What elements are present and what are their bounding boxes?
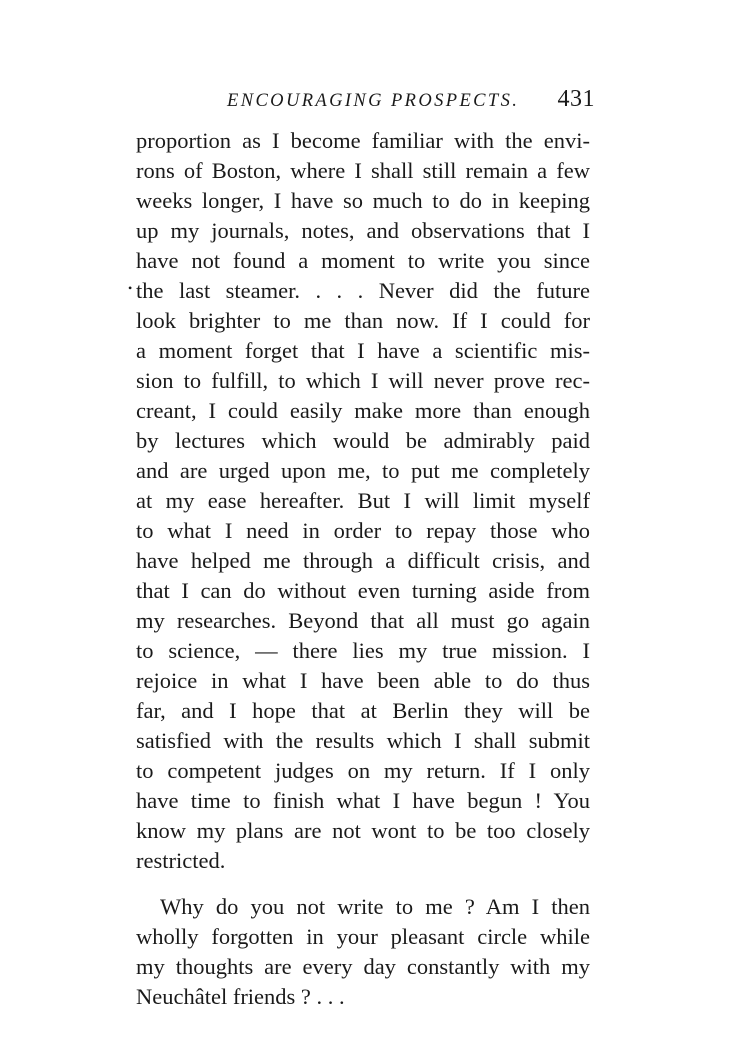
body-text <box>136 126 590 1012</box>
running-head <box>135 88 595 118</box>
text-line: a moment forget that I have a scientific mis- <box>136 338 590 363</box>
text-line: to competent judges on my return. If I only <box>136 758 590 783</box>
text-line: have helped me through a difficult crisis, and <box>136 548 590 573</box>
text-line: look brighter to me than now. If I could for <box>136 308 590 333</box>
text-line: that I can do without even turning aside from <box>136 578 590 603</box>
text-line: to science, — there lies my true mission. I <box>136 638 590 663</box>
text-line: have time to finish what I have begun ! You <box>136 788 590 813</box>
text-line: know my plans are not wont to be too closely <box>136 818 590 843</box>
text-line: the last steamer. . . . Never did the future <box>136 278 590 303</box>
text-line: my researches. Beyond that all must go again <box>136 608 590 633</box>
text-line: my thoughts are every day constantly with my <box>136 954 590 979</box>
text-line: up my journals, notes, and observations that I <box>136 218 590 243</box>
text-line: creant, I could easily make more than enough <box>136 398 590 423</box>
paragraph-1 <box>136 126 590 876</box>
text-line: far, and I hope that at Berlin they will be <box>136 698 590 723</box>
text-line: satisfied with the results which I shall submit <box>136 728 590 753</box>
text-line: weeks longer, I have so much to do in keeping <box>136 188 590 213</box>
text-line: rejoice in what I have been able to do thus <box>136 668 590 693</box>
text-line: restricted. <box>136 848 226 873</box>
text-line: to what I need in order to repay those who <box>136 518 590 543</box>
paragraph-gap <box>136 876 590 892</box>
text-line: and are urged upon me, to put me completely <box>136 458 590 483</box>
text-line: Why do you not write to me ? Am I then <box>160 894 590 919</box>
running-title: ENCOURAGING PROSPECTS. <box>227 91 520 111</box>
text-line: at my ease hereafter. But I will limit myself <box>136 488 590 513</box>
text-line: have not found a moment to write you since <box>136 248 590 273</box>
text-line: sion to fulfill, to which I will never prove rec- <box>136 368 590 393</box>
margin-mark: • <box>128 281 133 295</box>
text-line: proportion as I become familiar with the envi- <box>136 128 590 153</box>
text-line: Neuchâtel friends ? . . . <box>136 984 345 1009</box>
text-line: rons of Boston, where I shall still remain a few <box>136 158 590 183</box>
paragraph-2 <box>136 892 590 1012</box>
page-number: 431 <box>557 86 595 112</box>
text-line: wholly forgotten in your pleasant circle while <box>136 924 590 949</box>
text-line: by lectures which would be admirably paid <box>136 428 590 453</box>
